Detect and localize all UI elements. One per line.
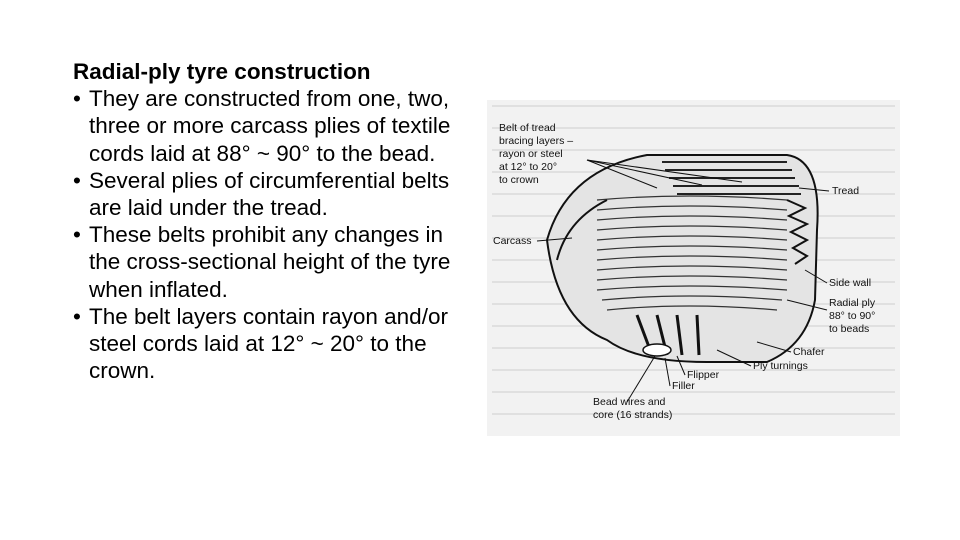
label-radial-1: Radial ply	[829, 297, 876, 309]
label-radial-2: 88° to 90°	[829, 310, 876, 322]
bullet-list	[73, 85, 473, 384]
tyre-diagram	[487, 100, 900, 436]
label-belt-2: bracing layers –	[499, 135, 574, 147]
label-belt-3: rayon or steel	[499, 148, 563, 160]
slide-heading: Radial-ply tyre construction	[73, 59, 371, 84]
bullet-circumferential-belts: • Several plies of circumferential belts are laid under the tread.	[73, 167, 473, 221]
tyre-illustration	[487, 100, 900, 436]
label-bead-2: core (16 strands)	[593, 409, 673, 421]
label-chafer: Chafer	[793, 346, 825, 358]
label-carcass: Carcass	[493, 235, 532, 247]
bullet-belt-layers: • The belt layers contain rayon and/or steel cords laid at 12° ~ 20° to the crown.	[73, 303, 473, 385]
label-radial-3: to beads	[829, 323, 870, 335]
label-ply-turnings: Ply turnings	[753, 360, 808, 372]
label-tread: Tread	[832, 185, 860, 197]
bullet-belts-prohibit-changes: • These belts prohibit any changes in the cross-sectional height of the tyre when inflated.	[73, 221, 473, 303]
bullet-carcass-plies: • They are constructed from one, two, three or more carcass plies of textile cords laid at 88° ~ 90° to the bead.	[73, 85, 473, 167]
label-filler: Filler	[672, 380, 695, 392]
label-belt-1: Belt of tread	[499, 122, 556, 134]
label-sidewall: Side wall	[829, 277, 872, 289]
label-belt-4: at 12° to 20°	[499, 161, 558, 173]
label-belt-5: to crown	[499, 174, 539, 186]
label-flipper: Flipper	[687, 369, 720, 381]
slide-text	[73, 58, 473, 384]
label-bead-1: Bead wires and	[593, 396, 666, 408]
